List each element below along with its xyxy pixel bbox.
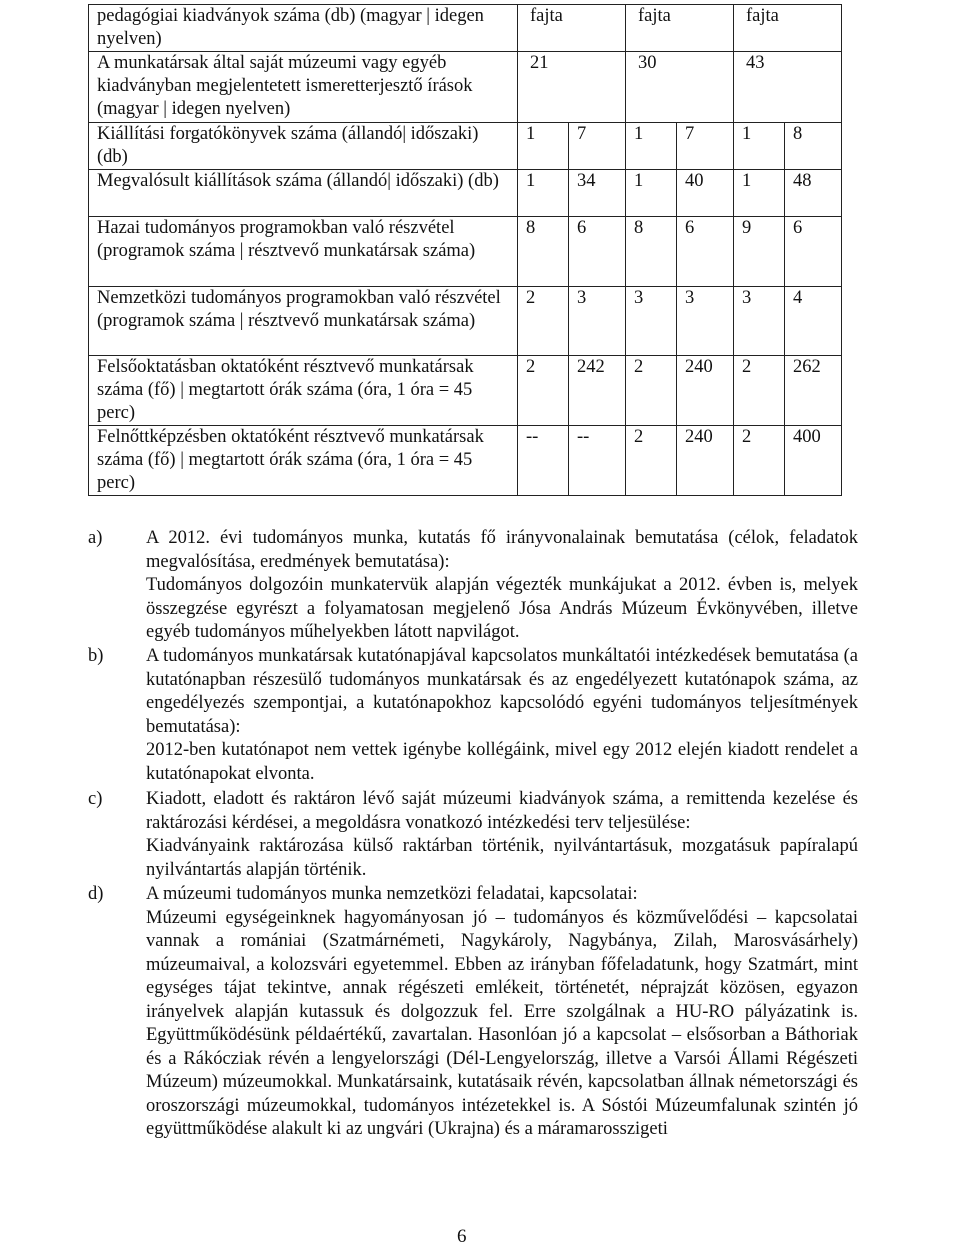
value-cell: 1 bbox=[518, 123, 569, 170]
value-cell: 40 bbox=[677, 170, 734, 217]
value-cell: 3 bbox=[569, 287, 626, 356]
row-label: Felsőoktatásban oktatóként résztvevő munkatársak száma (fő) | megtartott órák száma (óra, 1 óra = 45 perc) bbox=[89, 356, 518, 426]
section-body: 2012-ben kutatónapot nem vettek igénybe kollégáink, mivel egy 2012 elején kiadott rendelet a kutatónapokat elvonta. bbox=[146, 740, 858, 784]
value-cell: 7 bbox=[677, 123, 734, 170]
value-cell: 2 bbox=[518, 356, 569, 426]
value-cell: 1 bbox=[518, 170, 569, 217]
value-cell: 1 bbox=[734, 170, 785, 217]
value-cell: 8 bbox=[518, 217, 569, 287]
value-cell: 242 bbox=[569, 356, 626, 426]
table-row bbox=[89, 123, 842, 170]
section-b bbox=[88, 645, 858, 786]
value-cell: -- bbox=[569, 426, 626, 496]
table-row bbox=[89, 5, 842, 52]
row-label: Nemzetközi tudományos programokban való részvétel (programok száma | résztvevő munkatársak száma) bbox=[89, 287, 518, 356]
section-marker: c) bbox=[88, 789, 103, 809]
value-cell: 2 bbox=[518, 287, 569, 356]
group-cell: fajta bbox=[626, 5, 734, 52]
section-marker: b) bbox=[88, 646, 104, 666]
section-heading: Kiadott, eladott és raktáron lévő saját múzeumi kiadványok száma, a remittenda kezelése és raktározási kérdései, a megoldásra vonatkozó intézkedési terv teljesülése: bbox=[146, 789, 858, 833]
value-cell: 34 bbox=[569, 170, 626, 217]
table-row bbox=[89, 356, 842, 426]
section-d bbox=[88, 883, 858, 1142]
table-row bbox=[89, 52, 842, 123]
group-cell: 43 bbox=[734, 52, 842, 123]
value-cell: 1 bbox=[626, 170, 677, 217]
value-cell: 262 bbox=[785, 356, 842, 426]
section-a bbox=[88, 527, 858, 645]
group-cell: 21 bbox=[518, 52, 626, 123]
value-cell: 400 bbox=[785, 426, 842, 496]
value-cell: 8 bbox=[626, 217, 677, 287]
section-marker: a) bbox=[88, 528, 103, 548]
table-row bbox=[89, 217, 842, 287]
value-cell: -- bbox=[518, 426, 569, 496]
value-cell: 48 bbox=[785, 170, 842, 217]
value-cell: 9 bbox=[734, 217, 785, 287]
value-cell: 6 bbox=[785, 217, 842, 287]
group-cell: fajta bbox=[734, 5, 842, 52]
row-label: A munkatársak által saját múzeumi vagy egyéb kiadványban megjelentetett ismeretterjesztő írások (magyar | idegen nyelven) bbox=[89, 52, 518, 123]
section-heading: A múzeumi tudományos munka nemzetközi feladatai, kapcsolatai: bbox=[146, 884, 638, 904]
table-row bbox=[89, 287, 842, 356]
row-label: pedagógiai kiadványok száma (db) (magyar | idegen nyelven) bbox=[89, 5, 518, 52]
section-heading: A 2012. évi tudományos munka, kutatás fő irányvonalainak bemutatása (célok, feladatok megvalósítása, eredmények bemutatása): bbox=[146, 528, 858, 572]
value-cell: 3 bbox=[677, 287, 734, 356]
value-cell: 240 bbox=[677, 426, 734, 496]
value-cell: 7 bbox=[569, 123, 626, 170]
table-row bbox=[89, 426, 842, 496]
value-cell: 3 bbox=[626, 287, 677, 356]
value-cell: 2 bbox=[734, 356, 785, 426]
section-marker: d) bbox=[88, 884, 104, 904]
value-cell: 2 bbox=[734, 426, 785, 496]
value-cell: 2 bbox=[626, 426, 677, 496]
value-cell: 8 bbox=[785, 123, 842, 170]
value-cell: 1 bbox=[734, 123, 785, 170]
row-label: Hazai tudományos programokban való részvétel (programok száma | résztvevő munkatársak száma) bbox=[89, 217, 518, 287]
group-cell: fajta bbox=[518, 5, 626, 52]
value-cell: 6 bbox=[677, 217, 734, 287]
row-label: Felnőttképzésben oktatóként résztvevő munkatársak száma (fő) | megtartott órák száma (óra, 1 óra = 45 perc) bbox=[89, 426, 518, 496]
value-cell: 4 bbox=[785, 287, 842, 356]
section-c bbox=[88, 788, 858, 882]
row-label: Kiállítási forgatókönyvek száma (állandó| időszaki) (db) bbox=[89, 123, 518, 170]
table-row bbox=[89, 170, 842, 217]
page-number: 6 bbox=[457, 1226, 467, 1247]
value-cell: 240 bbox=[677, 356, 734, 426]
value-cell: 3 bbox=[734, 287, 785, 356]
section-body: Tudományos dolgozóin munkatervük alapján végezték munkájukat a 2012. évben is, melyek összegzése egyrészt a folyamatosan megjelenő Jósa András Múzeum Évkönyvében, illetve egyéb tudományos műhelyekben látott napvilágot. bbox=[146, 575, 858, 642]
value-cell: 1 bbox=[626, 123, 677, 170]
section-heading: A tudományos munkatársak kutatónapjával kapcsolatos munkáltatói intézkedések bemutatása (a kutatónapban részesülő tudományos munkatársak és az engedélyezett kutatónapok száma, az engedélyezés szempontjai, a kutatónapokhoz kapcsolódó egyéni tudományos teljesítmények bemutatása): bbox=[146, 646, 858, 737]
value-cell: 2 bbox=[626, 356, 677, 426]
row-label: Megvalósult kiállítások száma (állandó| időszaki) (db) bbox=[89, 170, 518, 217]
value-cell: 6 bbox=[569, 217, 626, 287]
section-body: Múzeumi egységeinknek hagyományosan jó – tudományos és közművelődési – kapcsolatai vannak a romániai (Szatmárnémeti, Nagykároly, Nagybánya, Zilah, Marosvásárhely) múzeumaival, a kolozsvári egyetemmel. Ebben az irányban főfeladatunk, hogy Szatmárt, mint egységes tájat tekintve, annak régészeti emlékeit, történetét, néprajzát közösen, egyazon irányelvek alapján kutassuk és dolgozzuk fel. Erre szolgálnak a HU-RO pályázatink is. Együttműködésünk példaértékű, zavartalan. Hasonlóan jó a kapcsolat – elsősorban a Báthoriak és a Rákócziak révén a lengyelországi (Dél-Lengyelország, illetve a Varsói Állami Régészeti Múzeum) múzeumokkal. Munkatársaink, kutatásaik révén, kapcsolatban állnak németországi és oroszországi múzeumokkal, tudományos intézetekkel is. A Sóstói Múzeumfalunak szintén jó együttműködése alakult ki az ungvári (Ukrajna) és a máramarosszigeti bbox=[146, 907, 858, 1139]
statistics-table bbox=[88, 4, 842, 496]
group-cell: 30 bbox=[626, 52, 734, 123]
section-body: Kiadványaink raktározása külső raktárban történik, nyilvántartásuk, mozgatásuk papíralapú nyilvántartás alapján történik. bbox=[146, 836, 858, 880]
